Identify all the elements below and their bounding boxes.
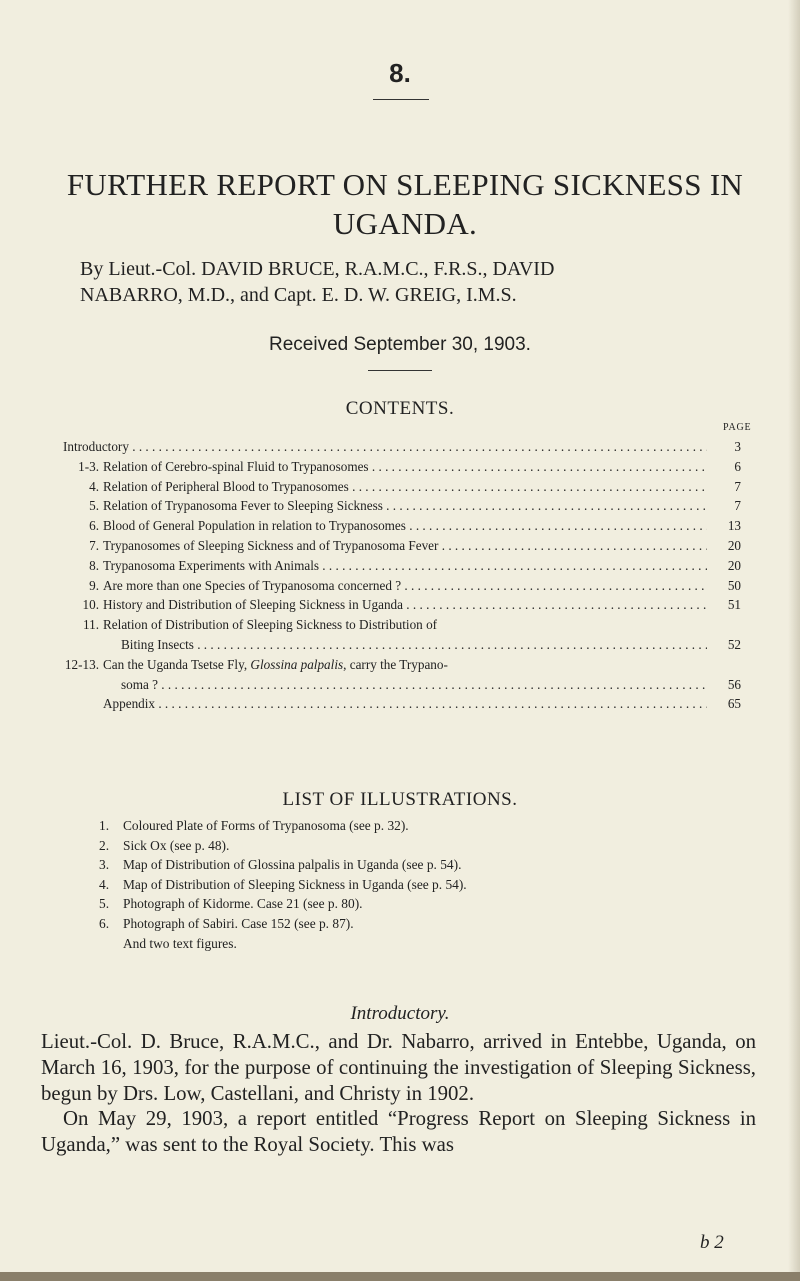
toc-entry-title: Trypanosoma Experiments with Animals . . .	[103, 556, 707, 576]
toc-entry-number: 8.	[89, 557, 99, 573]
illustration-number: 3.	[99, 857, 110, 873]
illustration-item	[99, 836, 739, 856]
toc-entry-page: 13	[727, 518, 741, 534]
middle-rule	[368, 370, 432, 371]
toc-entry	[63, 516, 741, 536]
illustration-text: Coloured Plate of Forms of Trypanosoma (see p. 32).	[123, 818, 409, 833]
toc-entry-number: 9.	[89, 577, 99, 593]
page-edge-shadow	[788, 0, 800, 1281]
signature-mark: b 2	[700, 1232, 724, 1253]
toc-entry-title: Appendix . . .	[103, 694, 707, 714]
illustration-number: 5.	[99, 896, 110, 912]
toc-entry-page: 51	[727, 597, 741, 613]
scan-bottom-edge	[0, 1272, 800, 1281]
illustration-item	[99, 855, 739, 875]
toc-entry-page: 7	[734, 498, 741, 514]
toc-entry-title: Relation of Peripheral Blood to Trypanosomes . . .	[103, 477, 707, 497]
toc-entry	[63, 655, 741, 675]
illustration-text: Map of Distribution of Sleeping Sickness in Uganda (see p. 54).	[123, 876, 467, 892]
toc-entry-number: 11.	[83, 617, 99, 633]
toc-entry	[63, 496, 741, 516]
toc-entry-page: 56	[727, 676, 741, 692]
illustration-text: Photograph of Kidorme. Case 21 (see p. 80).	[123, 896, 363, 912]
introductory-body	[41, 1029, 756, 1158]
authors-line-2: NABARRO, M.D., and Capt. E. D. W. GREIG, I.M.S.	[80, 284, 517, 306]
introductory-heading: Introductory.	[350, 1003, 450, 1024]
illustrations-note: And two text figures.	[123, 935, 237, 951]
paragraph-1: Lieut.-Col. D. Bruce, R.A.M.C., and Dr. Nabarro, arrived in Entebbe, Uganda, on March 16, 1903, for the purpose of continuing the investigation of Sleeping Sickness, begun by Drs. Low, Castellani, and Christy in 1902.	[41, 1030, 756, 1105]
illustration-item	[99, 914, 739, 934]
toc-entry-number: 10.	[82, 597, 99, 613]
page-column-label: PAGE	[723, 422, 752, 433]
illustrations-heading: LIST OF ILLUSTRATIONS.	[282, 789, 518, 810]
toc-entry	[63, 595, 741, 615]
illustration-text: Photograph of Sabiri. Case 152 (see p. 87).	[123, 915, 354, 931]
toc-entry-title-part: , carry the Trypano-	[343, 656, 448, 672]
toc-entry	[63, 675, 741, 695]
toc-entry-number: 4.	[89, 478, 99, 494]
illustration-number: 2.	[99, 837, 110, 853]
toc-entry	[63, 556, 741, 576]
toc-entry-page: 20	[727, 537, 741, 553]
toc-entry-page: 50	[727, 577, 741, 593]
toc-entry-title: Blood of General Population in relation to Trypanosomes . . .	[103, 516, 707, 536]
toc-entry	[63, 536, 741, 556]
toc-entry	[63, 576, 741, 596]
received-date: Received September 30, 1903.	[269, 334, 531, 355]
illustration-item	[99, 816, 739, 836]
toc-entry-page: 7	[734, 478, 741, 494]
toc-entry-title: Introductory . . .	[63, 437, 707, 457]
toc-entry	[63, 437, 741, 457]
illustration-number: 6.	[99, 915, 110, 931]
toc-entry-page: 52	[727, 636, 741, 652]
top-rule	[373, 99, 429, 100]
toc-entry-number: 7.	[89, 537, 99, 553]
paragraph-2: On May 29, 1903, a report entitled “Progress Report on Sleeping Sickness in Uganda,” was sent to the Royal Society. This was	[41, 1107, 756, 1157]
illustration-text: Map of Distribution of Glossina palpalis in Uganda (see p. 54).	[123, 857, 462, 873]
toc-entry-number: 12-13.	[64, 656, 99, 672]
toc-entry-title: History and Distribution of Sleeping Sickness in Uganda . . .	[103, 595, 707, 615]
page-number: 8.	[389, 58, 411, 88]
toc-entry-number: 6.	[89, 518, 99, 534]
illustration-item	[99, 894, 739, 914]
illustrations-list	[99, 816, 739, 953]
toc-entry-page: 65	[727, 696, 741, 712]
toc-entry	[63, 457, 741, 477]
toc-entry-title: Are more than one Species of Trypanosoma concerned ? . . .	[103, 576, 707, 596]
table-of-contents	[63, 437, 741, 714]
report-title-line-2: UGANDA.	[332, 206, 478, 241]
toc-entry-title	[103, 655, 707, 675]
illustration-number: 4.	[99, 876, 110, 892]
toc-entry-title: soma ? . . .	[121, 675, 707, 695]
toc-entry	[63, 694, 741, 714]
illustration-number: 1.	[99, 818, 110, 833]
toc-entry-title-part: Can the Uganda Tsetse Fly,	[103, 656, 251, 672]
illustration-text: Sick Ox (see p. 48).	[123, 837, 230, 853]
toc-entry-page: 3	[734, 439, 741, 454]
illustration-item	[99, 875, 739, 895]
contents-heading: CONTENTS.	[345, 398, 455, 419]
toc-entry-title: Relation of Distribution of Sleeping Sickness to Distribution of	[103, 617, 438, 633]
toc-entry-title: Relation of Cerebro-spinal Fluid to Trypanosomes . . .	[103, 457, 707, 477]
authors-line-1: By Lieut.-Col. DAVID BRUCE, R.A.M.C., F.R.S., DAVID	[80, 258, 555, 280]
report-title-line-1: FURTHER REPORT ON SLEEPING SICKNESS IN	[66, 167, 744, 202]
toc-entry-page: 6	[734, 458, 741, 474]
toc-entry-title: Relation of Trypanosoma Fever to Sleeping Sickness . . .	[103, 496, 707, 516]
toc-entry-title: Trypanosomes of Sleeping Sickness and of Trypanosoma Fever . . .	[103, 536, 707, 556]
toc-entry-number: 1-3.	[78, 458, 99, 474]
toc-entry-page: 20	[727, 557, 741, 573]
toc-entry	[63, 635, 741, 655]
toc-entry-title: Biting Insects . . .	[121, 635, 707, 655]
toc-entry	[63, 615, 741, 635]
toc-entry-number: 5.	[89, 498, 99, 514]
toc-entry	[63, 477, 741, 497]
species-name: Glossina palpalis	[250, 656, 344, 672]
